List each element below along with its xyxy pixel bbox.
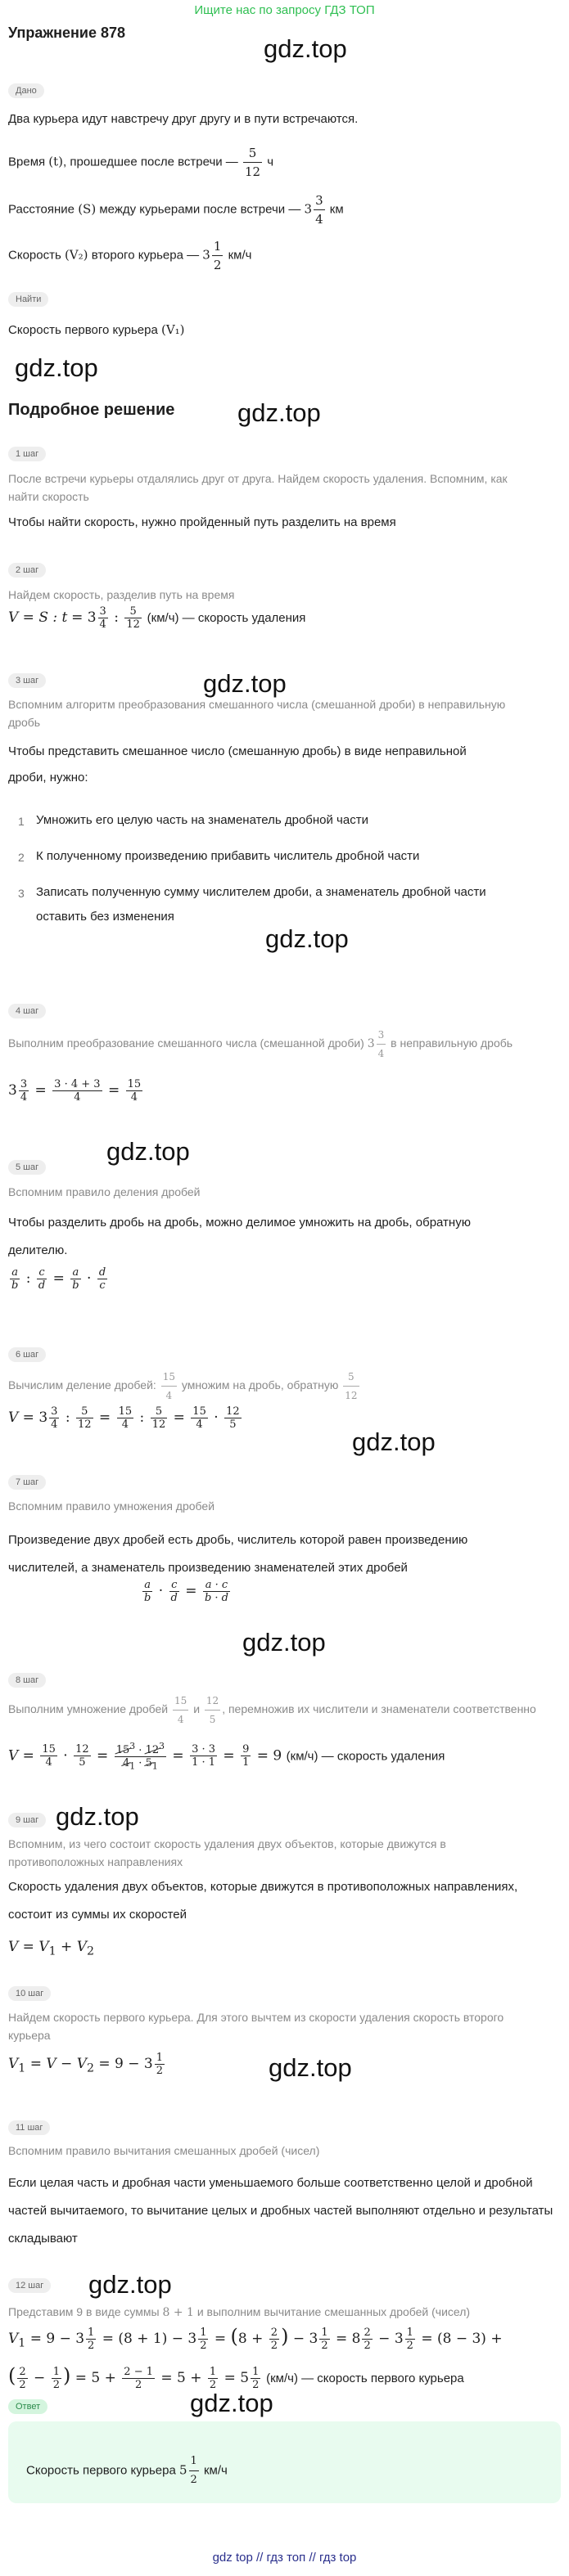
step-7-formula: $\frac{a}{b}$ · $\frac{c}{d}$ = $\frac{a \cdot c}{b \cdot d}$ bbox=[144, 1579, 228, 1604]
footer-separator: // bbox=[309, 2551, 316, 2565]
distance-label: Расстояние bbox=[8, 202, 75, 217]
watermark: gdz.top bbox=[56, 1802, 139, 1831]
list-item: Записать полученную сумму числителем дроби, а знаменатель дробной части оставить без изменения bbox=[36, 885, 486, 924]
step-tag: 5 шаг bbox=[8, 1160, 46, 1175]
step-3-hint: Вспомним алгоритм преобразования смешанного числа (смешанной дроби) в неправильную дробь bbox=[8, 698, 506, 729]
distance-rest: между курьерами после встречи — bbox=[99, 202, 301, 217]
step-tag: 7 шаг bbox=[8, 1475, 46, 1490]
step-2-hint: Найдем скорость, разделив путь на время bbox=[8, 588, 235, 601]
speed-unit: км/ч bbox=[228, 248, 252, 263]
step-tag: 2 шаг bbox=[8, 563, 46, 578]
speed-label: Скорость bbox=[8, 248, 61, 263]
step-1-text: Чтобы найти скорость, нужно пройденный путь разделить на время bbox=[8, 515, 396, 529]
step-tag: 10 шаг bbox=[8, 1986, 51, 2001]
step-tag: 6 шаг bbox=[8, 1347, 46, 1362]
speed-fraction: $\frac{1}{2}$ bbox=[213, 239, 222, 272]
watermark: gdz.top bbox=[242, 1628, 326, 1657]
step-tag: 1 шаг bbox=[8, 447, 46, 461]
speed-rest: второго курьера — bbox=[91, 248, 200, 263]
watermark: gdz.top bbox=[106, 1137, 190, 1166]
footer-link[interactable]: gdz top bbox=[212, 2551, 253, 2565]
footer-links bbox=[0, 2551, 569, 2565]
step-tag: 3 шаг bbox=[8, 673, 46, 688]
speed-var: (V₂) bbox=[64, 247, 88, 263]
given-time bbox=[8, 144, 273, 181]
time-rest: , прошедшее после встречи — bbox=[63, 155, 238, 169]
step-11-hint: Вспомним правило вычитания смешанных дробей (чисел) bbox=[8, 2144, 320, 2157]
step-2-formula: V = S : t = 3 $\frac{3}{4}$ : $\frac{5}{12}$ (км/ч) — скорость удаления bbox=[8, 605, 306, 631]
solution-title: Подробное решение bbox=[8, 401, 175, 419]
find-text: Скорость первого курьера (V₁) bbox=[8, 322, 185, 337]
step-10-hint: Найдем скорость первого курьера. Для этого вычтем из скорости удаления скорость второго курьера bbox=[8, 2011, 504, 2042]
step-4-formula: 3 $\frac{3}{4}$ = $\frac{3 \cdot 4 + 3}{4}$ = $\frac{15}{4}$ bbox=[8, 1078, 142, 1104]
time-unit: ч bbox=[267, 155, 274, 169]
list-item: К полученному произведению прибавить числитель дробной части bbox=[36, 849, 420, 863]
watermark: gdz.top bbox=[15, 353, 98, 382]
watermark: gdz.top bbox=[264, 34, 347, 63]
list-item: Умножить его целую часть на знаменатель дробной части bbox=[36, 813, 368, 827]
step-4-hint: Выполним преобразование смешанного числа (смешанной дроби) 3 $\frac{3}{4}$ в неправильную дробь bbox=[8, 1026, 516, 1063]
given-distance: Расстояние (S) между курьерами после встречи — 3 $\frac{3}{4}$ км bbox=[8, 193, 344, 227]
watermark: gdz.top bbox=[265, 924, 349, 953]
step-8-hint: Выполним умножение дробей $\frac{15}{4}$ и $\frac{12}{5}$ , перемножив их числители и знаменатели соответственно bbox=[8, 1692, 540, 1729]
footer-separator: // bbox=[255, 2551, 264, 2565]
given-tag: Дано bbox=[8, 83, 44, 98]
watermark: gdz.top bbox=[88, 2270, 172, 2299]
step-7-hint: Вспомним правило умножения дробей bbox=[8, 1499, 215, 1513]
step-5-text: Чтобы разделить дробь на дробь, можно делимое умножить на дробь, обратную делителю. bbox=[8, 1216, 471, 1257]
step-8-formula: V = $\frac{15}{4}$ · $\frac{12}{5}$ = $\frac{15^3 \cdot 12^3}{4_1 \cdot 5_1}$ = $\frac{3 \cdot 3}{1 \cdot 1}$ = $\frac{9}{1}$ = 9 (км/ч) — скорость удаления bbox=[8, 1741, 445, 1772]
distance-var: (S) bbox=[78, 201, 97, 217]
watermark: gdz.top bbox=[237, 398, 321, 427]
given-line-1: Два курьера идут навстречу друг другу и в пути встречаются. bbox=[8, 112, 359, 126]
list-number: 2 bbox=[18, 851, 25, 864]
distance-fraction: $\frac{3}{4}$ bbox=[315, 193, 323, 227]
time-var: (t) bbox=[48, 154, 64, 169]
watermark: gdz.top bbox=[269, 2053, 352, 2082]
step-6-formula: V = 3 $\frac{3}{4}$ : $\frac{5}{12}$ = $\frac{15}{4}$ : $\frac{5}{12}$ = $\frac{15}{4}$ · $\frac{12}{5}$ bbox=[8, 1405, 240, 1431]
step-tag: 12 шаг bbox=[8, 2278, 51, 2293]
footer-link[interactable]: гдз top bbox=[318, 2551, 357, 2565]
list-number: 1 bbox=[18, 815, 25, 828]
answer-tag: Ответ bbox=[8, 2399, 47, 2414]
list-number: 3 bbox=[18, 887, 25, 900]
step-12-hint: Представим 9 в виде суммы 8 + 1 и выполним вычитание смешанных дробей (чисел) bbox=[8, 2305, 471, 2319]
footer-link[interactable]: гдз топ bbox=[266, 2551, 306, 2565]
search-banner[interactable]: Ищите нас по запросу ГДЗ ТОП bbox=[194, 3, 375, 17]
step-7-text: Произведение двух дробей есть дробь, числитель которой равен произведению числителей, а знаменатель произведению знаменателей этих дробей bbox=[8, 1533, 468, 1575]
exercise-title: Упражнение 878 bbox=[8, 25, 126, 41]
watermark: gdz.top bbox=[203, 669, 287, 698]
step-12-formula-line-2: ( $\frac{2}{2}$ − $\frac{1}{2}$ ) = 5 + $\frac{2 - 1}{2}$ = 5 + $\frac{1}{2}$ = 5 $\frac{1}{2}$ (км/ч) — скорость первого курьера bbox=[8, 2364, 464, 2392]
step-11-text: Если целая часть и дробная части уменьшаемого больше соответственно целой и дробной частей вычитаемого, то вычитание целых и дробных частей выполняют отдельно и результаты складывают bbox=[8, 2176, 553, 2246]
step-9-formula: $V = V_1 + V_2$ bbox=[8, 1939, 94, 1958]
time-label: Время bbox=[8, 155, 46, 169]
step-1-hint: После встречи курьеры отдалялись друг от друга. Найдем скорость удаления. Вспомним, как найти скорость bbox=[8, 472, 508, 503]
time-fraction: $\frac{5}{12}$ bbox=[244, 146, 261, 179]
step-9-text: Скорость удаления двух объектов, которые движутся в противоположных направлениях, состоит из суммы их скоростей bbox=[8, 1880, 518, 1922]
step-tag: 9 шаг bbox=[8, 1813, 46, 1827]
step-6-hint: Вычислим деление дробей: $\frac{15}{4}$ умножим на дробь, обратную $\frac{5}{12}$ bbox=[8, 1368, 557, 1405]
distance-unit: км bbox=[329, 202, 344, 217]
step-tag: 4 шаг bbox=[8, 1004, 46, 1018]
answer-box bbox=[8, 2421, 561, 2503]
given-speed: Скорость (V₂) второго курьера — 3 $\frac{1}{2}$ км/ч bbox=[8, 239, 252, 272]
step-5-hint: Вспомним правило деления дробей bbox=[8, 1185, 201, 1198]
step-9-hint: Вспомним, из чего состоит скорость удаления двух объектов, которые движутся в противоположных направлениях bbox=[8, 1837, 446, 1868]
watermark: gdz.top bbox=[352, 1427, 436, 1456]
step-3-text: Чтобы представить смешанное число (смешанную дробь) в виде неправильной дроби, нужно: bbox=[8, 744, 467, 784]
step-5-formula: $\frac{a}{b}$ : $\frac{c}{d}$ = $\frac{a}{b}$ · $\frac{d}{c}$ bbox=[11, 1266, 106, 1292]
step-tag: 8 шаг bbox=[8, 1673, 46, 1688]
step-tag: 11 шаг bbox=[8, 2120, 50, 2135]
watermark: gdz.top bbox=[190, 2389, 273, 2417]
answer-text: Скорость первого курьера 5 $\frac{1}{2}$ км/ч bbox=[26, 2452, 228, 2489]
step-12-formula-line-1: $V_1 = 9 - 3$ $\frac{1}{2}$ = (8 + 1) − 3 $\frac{1}{2}$ = (8 + $\frac{2}{2}$ ) − 3 $\frac{1}{2}$ = 8 $\frac{2}{2}$ − 3 $\frac{1}{2}$ = (8 − 3) + bbox=[8, 2325, 503, 2353]
step-10-formula: $V_1 = V - V_2 = 9 - 3$ $\frac{1}{2}$ bbox=[8, 2052, 164, 2077]
find-tag: Найти bbox=[8, 292, 48, 307]
